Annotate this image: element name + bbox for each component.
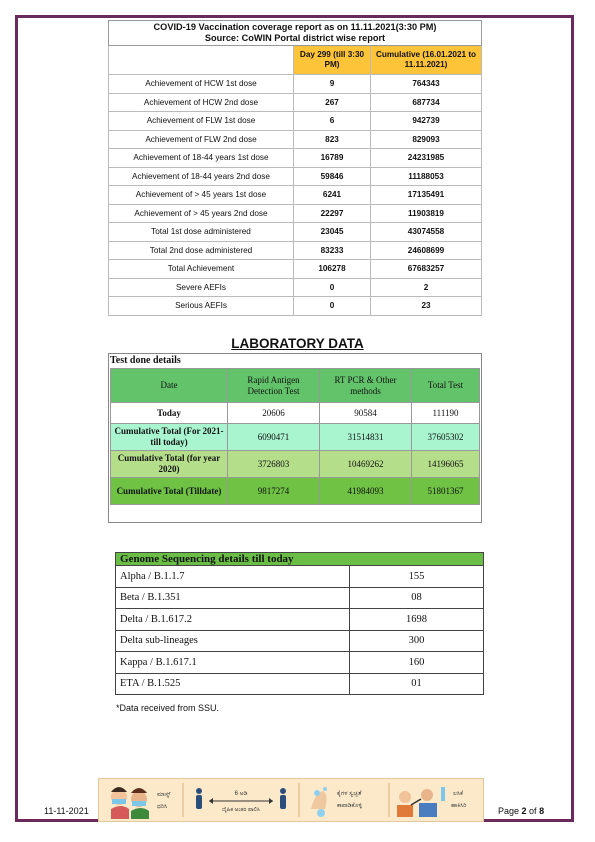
vaccination-cumulative-value: 11903819 — [371, 204, 482, 223]
vaccination-icon — [397, 787, 445, 817]
genome-lineage: Delta sub-lineages — [116, 630, 350, 652]
genome-count: 155 — [350, 566, 484, 588]
lab-header: RT PCR & Other methods — [320, 369, 412, 403]
lab-row — [111, 403, 480, 424]
vaccination-day-value: 9 — [294, 75, 371, 94]
genome-lineage: Alpha / B.1.1.7 — [116, 566, 350, 588]
svg-text:ಲಸಿಕೆ: ಲಸಿಕೆ — [453, 791, 464, 797]
vaccination-day-value: 0 — [294, 297, 371, 316]
vaccination-cumulative-value: 2 — [371, 278, 482, 297]
vaccination-row — [109, 297, 482, 316]
lab-rtpcr: 90584 — [320, 403, 412, 424]
vaccination-row — [109, 241, 482, 260]
lab-rat: 9817274 — [228, 478, 320, 505]
vaccination-cumulative-value: 24231985 — [371, 149, 482, 168]
lab-rat: 20606 — [228, 403, 320, 424]
vaccination-row-label: Total Achievement — [109, 260, 294, 279]
vaccination-day-value: 59846 — [294, 167, 371, 186]
vaccination-row — [109, 130, 482, 149]
vaccination-row-label: Serious AEFIs — [109, 297, 294, 316]
vaccination-row-label: Achievement of 18-44 years 1st dose — [109, 149, 294, 168]
vaccination-cumulative-value: 687734 — [371, 93, 482, 112]
vaccination-day-value: 823 — [294, 130, 371, 149]
hand-wash-icon — [311, 787, 327, 817]
footer-date: 11-11-2021 — [44, 806, 89, 816]
svg-text:ದೈಹಿಕ ಅಂತರ ಪಾಲಿಸಿ: ದೈಹಿಕ ಅಂತರ ಪಾಲಿಸಿ — [222, 807, 260, 813]
col-header-cumulative: Cumulative (16.01.2021 to 11.11.2021) — [371, 46, 482, 75]
vaccination-row — [109, 167, 482, 186]
vaccination-cumulative-value: 43074558 — [371, 223, 482, 242]
vaccination-cumulative-value: 942739 — [371, 112, 482, 131]
banner-illustration — [99, 779, 483, 821]
svg-text:ಕಾಪಾಡಿಕೊಳ್ಳಿ: ಕಾಪಾಡಿಕೊಳ್ಳಿ — [337, 803, 362, 809]
lab-rtpcr: 10469262 — [320, 451, 412, 478]
lab-rtpcr: 31514831 — [320, 424, 412, 451]
lab-total: 37605302 — [412, 424, 480, 451]
vaccination-header-row — [109, 46, 482, 75]
genome-count: 08 — [350, 587, 484, 609]
svg-text:ಮಾಸ್ಕ್: ಮಾಸ್ಕ್ — [157, 792, 171, 798]
vaccination-cumulative-value: 17135491 — [371, 186, 482, 205]
vaccination-cumulative-value: 23 — [371, 297, 482, 316]
vaccination-row — [109, 278, 482, 297]
vaccination-row — [109, 93, 482, 112]
lab-header-row — [111, 369, 480, 403]
vaccination-row-label: Achievement of FLW 1st dose — [109, 112, 294, 131]
vaccination-row-label: Achievement of FLW 2nd dose — [109, 130, 294, 149]
lab-row — [111, 451, 480, 478]
lab-rtpcr: 41984093 — [320, 478, 412, 505]
svg-text:ಕೈಗಳ ಸ್ವಚ್ಛತೆ: ಕೈಗಳ ಸ್ವಚ್ಛತೆ — [337, 791, 362, 797]
vaccination-row-label: Achievement of > 45 years 1st dose — [109, 186, 294, 205]
vaccination-day-value: 16789 — [294, 149, 371, 168]
genome-lineage: Kappa / B.1.617.1 — [116, 652, 350, 674]
vaccination-title-cell — [109, 21, 482, 46]
lab-rat: 3726803 — [228, 451, 320, 478]
lab-table — [110, 368, 480, 505]
vaccination-cumulative-value: 764343 — [371, 75, 482, 94]
genome-row — [116, 652, 484, 674]
lab-row — [111, 424, 480, 451]
footer-page-number: Page 2 of 8 — [498, 806, 545, 816]
genome-title: Genome Sequencing details till today — [116, 553, 484, 566]
vaccination-row — [109, 204, 482, 223]
vaccination-cumulative-value: 67683257 — [371, 260, 482, 279]
lab-title: LABORATORY DATA — [231, 336, 364, 351]
vaccination-day-value: 106278 — [294, 260, 371, 279]
genome-count: 1698 — [350, 609, 484, 631]
vaccination-source: Source: CoWIN Portal district wise report — [204, 33, 386, 43]
vaccination-row-label: Total 2nd dose administered — [109, 241, 294, 260]
vaccination-row-label: Achievement of HCW 2nd dose — [109, 93, 294, 112]
genome-lineage: ETA / B.1.525 — [116, 673, 350, 695]
lab-rat: 6090471 — [228, 424, 320, 451]
lab-header: Rapid Antigen Detection Test — [228, 369, 320, 403]
lab-row-label: Cumulative Total (Tilldate) — [111, 478, 228, 505]
vaccination-row-label: Achievement of HCW 1st dose — [109, 75, 294, 94]
vaccination-row-label: Achievement of > 45 years 2nd dose — [109, 204, 294, 223]
vaccination-row — [109, 260, 482, 279]
vaccination-day-value: 0 — [294, 278, 371, 297]
vaccination-row-label: Total 1st dose administered — [109, 223, 294, 242]
current-page: 2 — [521, 806, 527, 816]
vaccination-day-value: 22297 — [294, 204, 371, 223]
vaccination-row — [109, 223, 482, 242]
vaccination-table — [108, 20, 482, 316]
lab-caption: Test done details — [110, 355, 181, 366]
genome-count: 300 — [350, 630, 484, 652]
genome-table — [115, 552, 484, 695]
lab-header: Date — [111, 369, 228, 403]
vaccination-row-label: Achievement of 18-44 years 2nd dose — [109, 167, 294, 186]
svg-text:ಹಾಕಿಸಿರಿ: ಹಾಕಿಸಿರಿ — [451, 803, 467, 809]
vaccination-row-label: Severe AEFIs — [109, 278, 294, 297]
genome-lineage: Beta / B.1.351 — [116, 587, 350, 609]
genome-row — [116, 673, 484, 695]
vaccination-day-value: 267 — [294, 93, 371, 112]
banner-distance: 6 ಅಡಿ — [234, 791, 248, 797]
lab-total: 14196065 — [412, 451, 480, 478]
genome-row — [116, 630, 484, 652]
vaccination-day-value: 23045 — [294, 223, 371, 242]
genome-row — [116, 609, 484, 631]
svg-text:ಧರಿಸಿ: ಧರಿಸಿ — [157, 804, 168, 810]
lab-row-label: Today — [111, 403, 228, 424]
vaccination-row — [109, 149, 482, 168]
vaccination-title: COVID-19 Vaccination coverage report as on 11.11.2021(3:30 PM) — [153, 22, 437, 32]
data-note: *Data received from SSU. — [116, 703, 220, 713]
vaccination-cumulative-value: 829093 — [371, 130, 482, 149]
vaccination-day-value: 6241 — [294, 186, 371, 205]
genome-lineage: Delta / B.1.617.2 — [116, 609, 350, 631]
vaccination-row — [109, 186, 482, 205]
mask-icon — [111, 787, 149, 819]
genome-count: 160 — [350, 652, 484, 674]
lab-total: 51801367 — [412, 478, 480, 505]
lab-row — [111, 478, 480, 505]
vaccination-day-value: 6 — [294, 112, 371, 131]
genome-header-row — [116, 553, 484, 566]
vaccination-cumulative-value: 11188053 — [371, 167, 482, 186]
vaccination-day-value: 83233 — [294, 241, 371, 260]
col-header-day: Day 299 (till 3:30 PM) — [294, 46, 371, 75]
lab-header: Total Test — [412, 369, 480, 403]
genome-row — [116, 587, 484, 609]
vaccination-row — [109, 112, 482, 131]
genome-count: 01 — [350, 673, 484, 695]
lab-row-label: Cumulative Total (For 2021- till today) — [111, 424, 228, 451]
lab-row-label: Cumulative Total (for year 2020) — [111, 451, 228, 478]
total-pages: 8 — [539, 806, 545, 816]
genome-row — [116, 566, 484, 588]
covid-appropriate-behaviour-banner — [98, 778, 484, 822]
vaccination-row — [109, 75, 482, 94]
lab-total: 111190 — [412, 403, 480, 424]
vaccination-cumulative-value: 24608699 — [371, 241, 482, 260]
